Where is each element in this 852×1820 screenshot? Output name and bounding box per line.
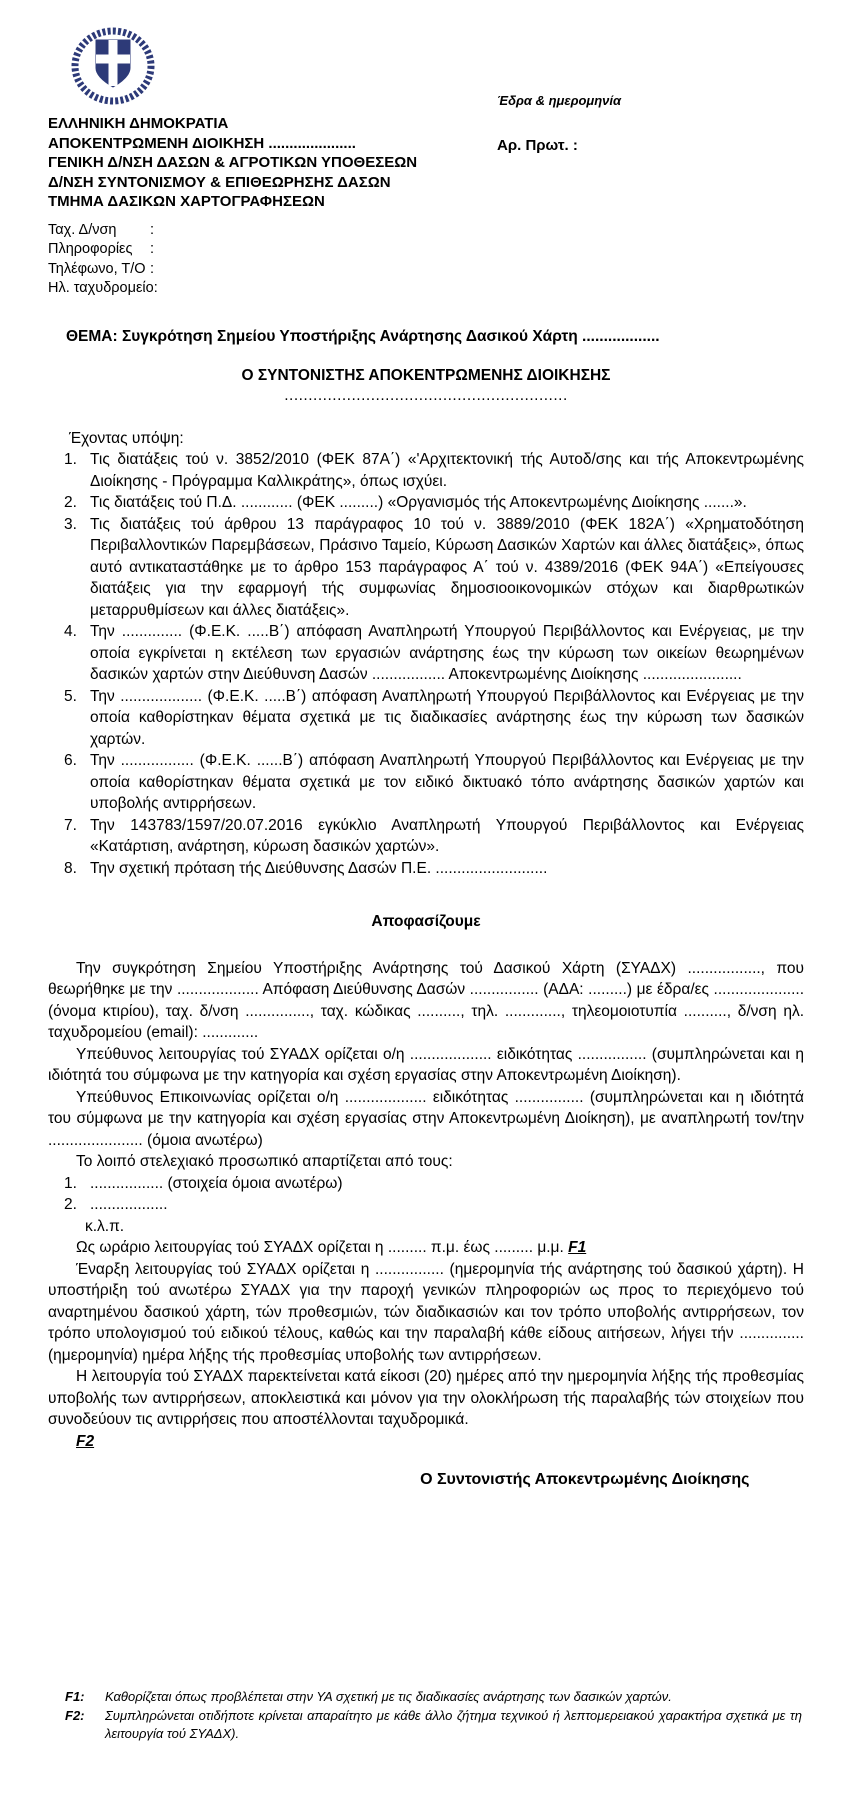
item-number: 2. bbox=[64, 494, 77, 511]
contact-label: Ταχ. Δ/νση bbox=[48, 221, 117, 238]
preamble-item-3 bbox=[64, 514, 804, 622]
footnote-text: Συμπληρώνεται οτιδήποτε κρίνεται απαραίτητο με κάθε άλλο ζήτημα τεχνικού ή λεπτομερειακού χαρακτήρα σχετικά με τη λειτουργία τού ΣΥΑΔΧ). bbox=[105, 1707, 802, 1741]
footnote-ref-f2: F2 bbox=[76, 1432, 95, 1450]
protocol-number-label: Αρ. Πρωτ. : bbox=[497, 136, 578, 154]
staff-item-2 bbox=[64, 1194, 804, 1216]
item-number: 5. bbox=[64, 687, 77, 705]
item-text: Την σχετική πρόταση τής Διεύθυνσης Δασών Π.Ε. .......................... bbox=[90, 859, 548, 877]
preamble-item-7 bbox=[64, 815, 804, 858]
footnote-f1 bbox=[65, 1688, 802, 1707]
org-line-admin: ΑΠΟΚΕΝΤΡΩΜΕΝΗ ΔΙΟΙΚΗΣΗ ..................... bbox=[48, 134, 356, 152]
footnote-f2 bbox=[65, 1707, 802, 1744]
footnote-text: Καθορίζεται όπως προβλέπεται στην ΥΑ σχετική με τις διαδικασίες ανάρτησης των δασικών χαρτών. bbox=[105, 1689, 672, 1704]
preamble-item-2 bbox=[64, 492, 804, 514]
hours-paragraph bbox=[48, 1237, 804, 1259]
item-text: Την .............. (Φ.Ε.Κ. .....Β΄) απόφαση Αναπληρωτή Υπουργού Περιβάλλοντος και Ενέργειας, με την οποία εγκρίνεται η εκτέλεση των εργασιών ανάρτησης έως την κύρωση των οικείων θεωρημένων δασικών χαρτών στην Διεύθυνση Δασών ................. Αποκεντρωμένης Διοίκησης ....................... bbox=[90, 623, 804, 683]
header-right bbox=[497, 90, 621, 156]
subject-line: ΘΕΜΑ: Συγκρότηση Σημείου Υποστήριξης Ανάρτησης Δασικού Χάρτη .................. bbox=[66, 327, 660, 345]
staff-intro: Το λοιπό στελεχιακό προσωπικό απαρτίζεται από τους: bbox=[76, 1153, 453, 1170]
contact-colon: : bbox=[150, 241, 155, 257]
extension-paragraph: Η λειτουργία τού ΣΥΑΔΧ παρεκτείνεται κατά είκοσι (20) ημέρες από την ημερομηνία λήξης τής προθεσμίας υποβολής των αντιρρήσεων, αποκλειστικά και μόνον για την ολοκλήρωση τής παραλαβής τών στοιχείων που συνοδεύουν τις αντιρρήσεις που αποστέλλονται ταχυδρομικά. bbox=[48, 1368, 804, 1428]
org-line-dept: ΤΜΗΜΑ ΔΑΣΙΚΩΝ ΧΑΡΤΟΓΡΑΦΗΣΕΩΝ bbox=[48, 193, 325, 210]
staff-etc: κ.λ.π. bbox=[85, 1217, 125, 1235]
contact-colon: : bbox=[150, 221, 155, 238]
footnote-label: F1: bbox=[65, 1689, 85, 1704]
preamble-item-4 bbox=[64, 621, 804, 686]
org-line-dir: Δ/ΝΣΗ ΣΥΝΤΟΝΙΣΜΟΥ & ΕΠΙΘΕΩΡΗΣΗΣ ΔΑΣΩΝ bbox=[48, 173, 391, 191]
decision-communication-paragraph: Υπεύθυνος Επικοινωνίας ορίζεται ο/η ................... ειδικότητας ................ (συμπληρώνεται και η ιδιότητά του σύμφωνα με την κατηγορία και σχέση εργασίας στην Αποκεντρωμένη Διοίκηση), με αναπληρωτή τον/την ...................... (όμοια ανωτέρω) bbox=[48, 1088, 804, 1149]
footnote-label: F2: bbox=[65, 1707, 85, 1723]
contact-row-address bbox=[48, 221, 804, 241]
decision-constitution-paragraph: Την συγκρότηση Σημείου Υποστήριξης Ανάρτησης τού Δασικού Χάρτη (ΣΥΑΔΧ) ................., που θεωρήθηκε με την ................... Απόφαση Διεύθυνσης Δασών ................ (ΑΔΑ: .........) με έδρα/ες ..................... (όνομα κτιρίου), ταχ. δ/νση ..............., ταχ. κώδικας .........., τηλ. ............., τηλεομοιοτυπία .........., δ/νση ηλ. ταχυδρομείου (email): ............. bbox=[48, 959, 804, 1041]
contact-colon: : bbox=[153, 280, 158, 296]
title-dotted-line: ........................................................... bbox=[284, 386, 568, 404]
contact-colon: : bbox=[150, 260, 155, 277]
item-text: Τις διατάξεις τού άρθρου 13 παράγραφος 10 τού ν. 3889/2010 (ΦΕΚ 182Α΄) «Χρηματοδότηση Περιβαλλοντικών Παρεμβάσεων, Πράσινο Ταμείο, Κύρωση Δασικών Χαρτών και άλλες διατάξεις», όπως αυτό αντικαταστάθηκε με το άρθρο 153 παράγραφος Α΄ τού ν. 4389/2016 (ΦΕΚ 94Α΄) «Επείγουσες διατάξεις για την εφαρμογή τής συμφωνίας δημοσιοοικονομικών στόχων και διαρθρωτικών μεταρρυθμίσεων και άλλες διατάξεις». bbox=[90, 515, 804, 619]
preamble-item-6 bbox=[64, 750, 804, 815]
decision-heading: Αποφασίζουμε bbox=[371, 913, 481, 930]
contact-block bbox=[48, 221, 804, 299]
item-number: 1. bbox=[64, 1174, 77, 1192]
item-text: Την ................. (Φ.Ε.Κ. ......Β΄) απόφαση Αναπληρωτή Υπουργού Περιβάλλοντος και Ενέργειας με την οποία καθορίστηκαν θέματα σχετικά με τον ειδικό δικτυακό τόπο ανάρτησης δασικών χαρτών και υποβολής αντιρρήσεων. bbox=[90, 752, 804, 812]
footnote-ref-f1: F1 bbox=[568, 1239, 587, 1256]
footnote-ref-f2-line bbox=[48, 1431, 804, 1453]
greek-coat-of-arms-icon bbox=[70, 26, 156, 106]
contact-label: Ηλ. ταχυδρομείο bbox=[48, 280, 154, 296]
contact-label: Πληροφορίες bbox=[48, 241, 133, 257]
org-line-gen-dir: ΓΕΝΙΚΗ Δ/ΝΣΗ ΔΑΣΩΝ & ΑΓΡΟΤΙΚΩΝ ΥΠΟΘΕΣΕΩΝ bbox=[48, 154, 418, 171]
preamble-item-8 bbox=[64, 858, 804, 880]
item-number: 1. bbox=[64, 451, 77, 468]
seat-date-label: Έδρα & ημερομηνία bbox=[497, 93, 622, 108]
start-paragraph: Έναρξη λειτουργίας τού ΣΥΑΔΧ ορίζεται η ................ (ημερομηνία τής ανάρτησης τού δασικού χάρτη). Η υποστήριξη τού ανωτέρω ΣΥΑΔΧ για την παροχή γενικών πληροφοριών ως προς το περιεχόμενο τού αναρτημένου δασικού χάρτη, τών προθεσμιών, τών διαδικασιών και τον τρόπο υποβολής αντιρρήσεων, τον τρόπο υπολογισμού τού ειδικού τέλους, καθώς και την παραλαβή κάθε είδους αιτήσεων, λήγει τήν ............... (ημερομηνία) ημέρα λήξης τής προθεσμίας υποβολής των αντιρρήσεων. bbox=[48, 1260, 804, 1364]
item-text: Την ................... (Φ.Ε.Κ. .....Β΄) απόφαση Αναπληρωτή Υπουργού Περιβάλλοντος και Ενέργειας με την οποία καθορίστηκαν θέματα σχετικά με τις διαδικασίες ανάρτησης έως την κύρωση των δασικών χαρτών. bbox=[90, 687, 804, 748]
item-number: 8. bbox=[64, 859, 77, 877]
item-text: ................. (στοιχεία όμοια ανωτέρω) bbox=[90, 1174, 343, 1192]
preamble-intro: Έχοντας υπόψη: bbox=[69, 429, 184, 447]
hours-text: Ως ωράριο λειτουργίας τού ΣΥΑΔΧ ορίζεται η ......... π.μ. έως ......... μ.μ. bbox=[76, 1239, 569, 1256]
contact-row-email bbox=[48, 279, 804, 299]
item-text: Τις διατάξεις τού Π.Δ. ............ (ΦΕΚ .........) «Οργανισμός τής Αποκεντρωμένης Διοίκησης .......». bbox=[90, 494, 747, 511]
staff-item-1 bbox=[64, 1173, 804, 1195]
preamble-item-1 bbox=[64, 449, 804, 492]
document-title: Ο ΣΥΝΤΟΝΙΣΤΗΣ ΑΠΟΚΕΝΤΡΩΜΕΝΗΣ ΔΙΟΙΚΗΣΗΣ bbox=[241, 367, 611, 384]
org-header bbox=[48, 114, 804, 212]
org-line-republic: ΕΛΛΗΝΙΚΗ ΔΗΜΟΚΡΑΤΙΑ bbox=[48, 115, 229, 132]
item-text: Την 143783/1597/20.07.2016 εγκύκλιο Αναπληρωτή Υπουργού Περιβάλλοντος και Ενέργειας «Κατάρτιση, ανάρτηση, κύρωση δασικών χαρτών». bbox=[90, 816, 804, 855]
item-text: Τις διατάξεις τού ν. 3852/2010 (ΦΕΚ 87Α΄) «'Αρχιτεκτονική τής Αυτοδ/σης και τής Αποκεντρωμένης Διοίκησης - Πρόγραμμα Καλλικράτης», όπως ισχύει. bbox=[90, 451, 804, 490]
signature-title: Ο Συντονιστής Αποκεντρωμένης Διοίκησης bbox=[420, 1471, 750, 1488]
preamble-item-5 bbox=[64, 686, 804, 751]
item-number: 6. bbox=[64, 752, 77, 769]
decision-operator-paragraph: Υπεύθυνος λειτουργίας τού ΣΥΑΔΧ ορίζεται ο/η ................... ειδικότητας ................ (συμπληρώνεται και η ιδιότητά του σύμφωνα με την κατηγορία και σχέση εργασίας στην Αποκεντρωμένη Διοίκηση). bbox=[48, 1045, 804, 1084]
footnotes-block bbox=[65, 1688, 802, 1744]
contact-label: Τηλέφωνο, Τ/Ο bbox=[48, 260, 146, 277]
contact-row-info bbox=[48, 240, 804, 260]
item-number: 3. bbox=[64, 515, 77, 533]
item-text: .................. bbox=[90, 1196, 168, 1213]
item-number: 4. bbox=[64, 623, 77, 640]
item-number: 2. bbox=[64, 1196, 77, 1213]
contact-row-phone bbox=[48, 260, 804, 280]
item-number: 7. bbox=[64, 816, 77, 834]
